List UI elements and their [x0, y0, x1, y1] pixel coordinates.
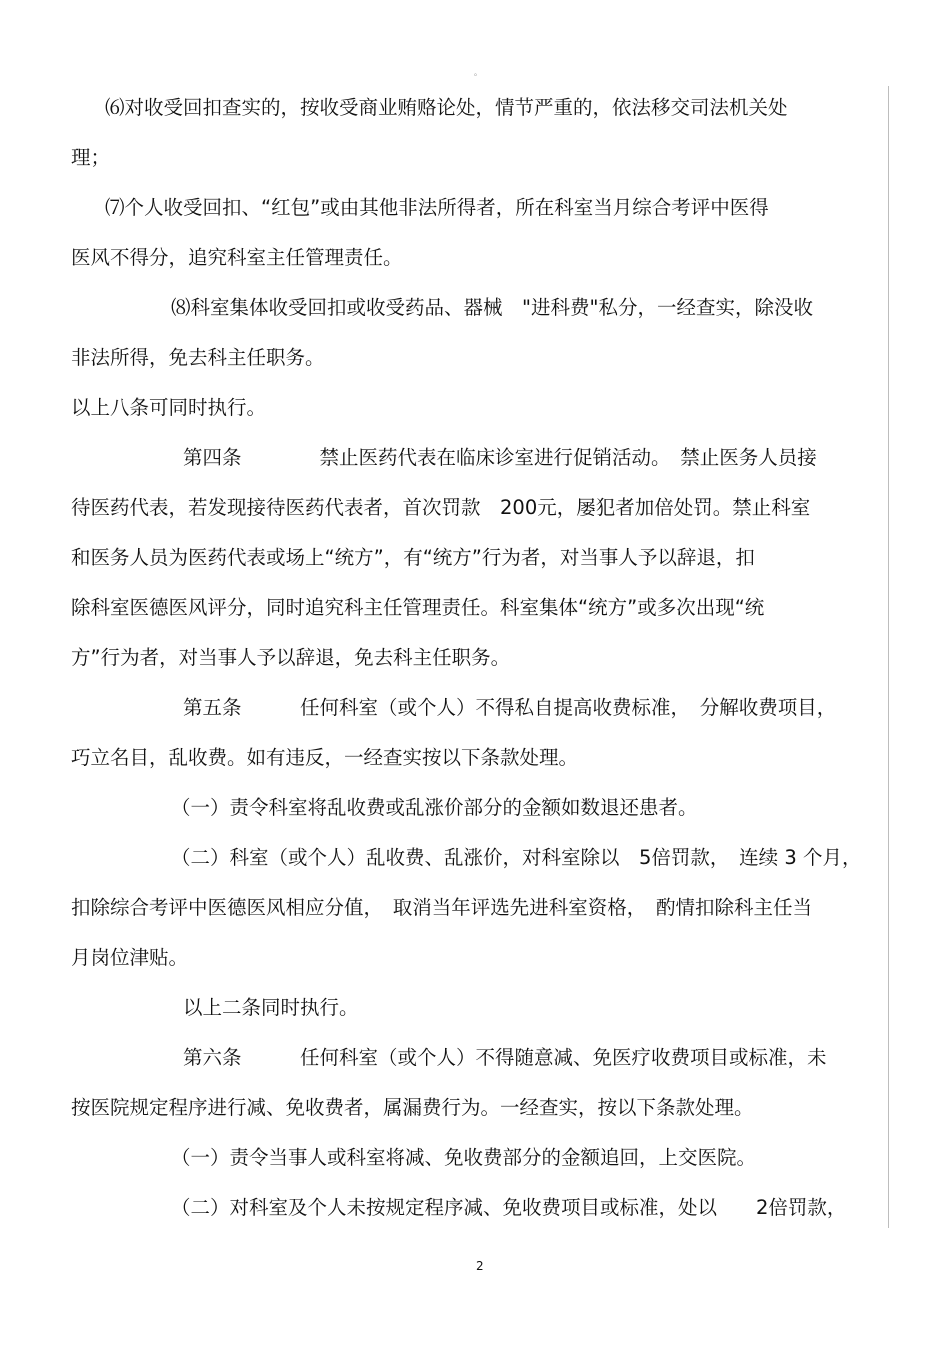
text-line: ⑺个人收受回扣、“红包”或由其他非法所得者，所在科室当月综合考评中医得 [105, 196, 769, 219]
text-line: （二）对科室及个人未按规定程序减、免收费项目或标准，处以 2倍罚款， [171, 1196, 847, 1219]
text-line: 医风不得分，追究科室主任管理责任。 [71, 246, 403, 269]
text-line: 巧立名目，乱收费。如有违反，一经查实按以下条款处理。 [71, 746, 579, 769]
page-number: 2 [476, 1259, 484, 1273]
article-heading-line: 第四条 禁止医药代表在临床诊室进行促销活动。 禁止医务人员接 [183, 446, 817, 469]
text-line: 待医药代表，若发现接待医药代表者，首次罚款 200元，屡犯者加倍处罚。禁止科室 [71, 496, 811, 519]
text-line: 非法所得，免去科主任职务。 [71, 346, 325, 369]
text-line: 理； [71, 146, 111, 169]
right-margin-rule [888, 86, 889, 1228]
text-line: ⑹对收受回扣查实的，按收受商业贿赂论处，情节严重的，依法移交司法机关处 [105, 96, 788, 119]
article-heading-line: 第六条 任何科室（或个人）不得随意减、免医疗收费项目或标准，未 [183, 1046, 827, 1069]
text-line: （一）责令科室将乱收费或乱涨价部分的金额如数退还患者。 [171, 796, 698, 819]
text-line: 按医院规定程序进行减、免收费者，属漏费行为。一经查实，按以下条款处理。 [71, 1096, 754, 1119]
text-line: 月岗位津贴。 [71, 946, 189, 969]
text-line: 方”行为者，对当事人予以辞退，免去科主任职务。 [71, 646, 511, 669]
top-mark: 。 [474, 68, 482, 77]
text-line: 以上二条同时执行。 [183, 996, 359, 1019]
text-line: （一）责令当事人或科室将减、免收费部分的金额追回，上交医院。 [171, 1146, 757, 1169]
text-line: （二）科室（或个人）乱收费、乱涨价，对科室除以 5倍罚款， 连续 3 个月， [171, 846, 862, 869]
article-heading-line: 第五条 任何科室（或个人）不得私自提高收费标准， 分解收费项目， [183, 696, 837, 719]
text-line: 除科室医德医风评分，同时追究科主任管理责任。科室集体“统方”或多次出现“统 [71, 596, 765, 619]
text-line: 扣除综合考评中医德医风相应分值， 取消当年评选先进科室资格， 酌情扣除科主任当 [71, 896, 813, 919]
text-line: 和医务人员为医药代表或场上“统方”，有“统方”行为者，对当事人予以辞退，扣 [71, 546, 755, 569]
text-line: 以上八条可同时执行。 [71, 396, 267, 419]
text-line: ⑻科室集体收受回扣或收受药品、器械 "进科费"私分，一经查实，除没收 [171, 296, 813, 319]
